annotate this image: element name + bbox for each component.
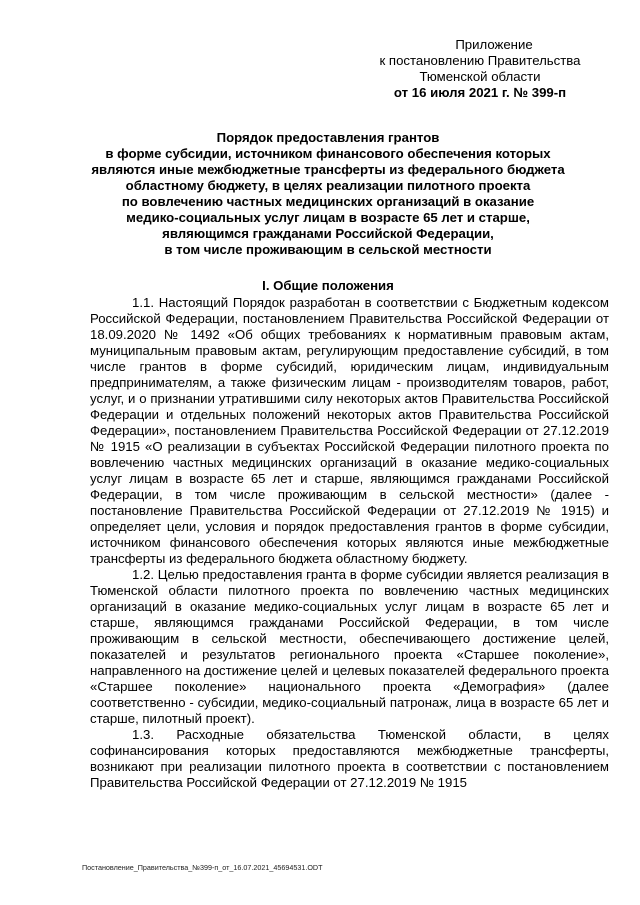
paragraph-1-3: 1.3. Расходные обязательства Тюменской области, в целях софинансирования которых предоставляются межбюджетные трансферты, возникают при реализации пилотного проекта в соответствии с постановлением Правительства Российской Федерации от 27.12.2019 № 1915 [90,727,609,790]
appendix-reference: к постановлению Правительства [379,53,581,68]
title-line: Порядок предоставления грантов [216,130,440,145]
document-title [80,130,576,258]
section-heading: I. Общие положения [262,278,394,293]
title-line: в форме субсидии, источником финансового обеспечения которых [105,146,551,161]
title-line: в том числе проживающим в сельской местности [164,242,492,257]
title-line: областному бюджету, в целях реализации пилотного проекта [125,178,531,193]
appendix-region: Тюменской области [419,69,541,84]
title-line: являются иные межбюджетные трансферты из федерального бюджета [91,162,565,177]
title-line: по вовлечению частных медицинских организаций в оказание [121,194,535,209]
paragraph-1-1: 1.1. Настоящий Порядок разработан в соответствии с Бюджетным кодексом Российской Федерации, постановлением Правительства Российской Федерации от 18.09.2020 № 1492 «Об общих требованиях к нормативным правовым актам, муниципальным правовым актам, регулирующим предоставление субсидий, в том числе грантов в форме субсидий, юридическим лицам, индивидуальным предпринимателям, а также физическим лицам - производителям товаров, работ, услуг, и о признании утратившими силу некоторых актов Правительства Российской Федерации и отдельных положений некоторых актов Правительства Российской Федерации», постановлением Правительства Российской Федерации от 27.12.2019 № 1915 «О реализации в субъектах Российской Федерации пилотного проекта по вовлечению частных медицинских организаций в оказание медико-социальных услуг лицам в возрасте 65 лет и старше, являющимся гражданами Российской Федерации, в том числе проживающим в сельской местности» (далее - постановление Правительства Российской Федерации от 27.12.2019 № 1915) и определяет цели, условия и порядок предоставления грантов в форме субсидии, источником финансового обеспечения которых являются иные межбюджетные трансферты из федерального бюджета областному бюджету. [90,295,609,566]
document-body [90,295,609,791]
paragraph-1-2: 1.2. Целью предоставления гранта в форме субсидии является реализация в Тюменской области пилотного проекта по вовлечению частных медицинских организаций в оказание медико-социальных услуг лицам в возрасте 65 лет и старше, являющимся гражданами Российской Федерации, в том числе проживающим в сельской местности, обеспечивающего достижение целей, показателей и результатов регионального проекта «Старшее поколение», направленного на достижение целей и целевых показателей федерального проекта «Старшее поколение» национального проекта «Демография» (далее соответственно - субсидии, медико-социальный патронаж, лица в возрасте 65 лет и старше, пилотный проект). [90,567,609,726]
appendix-date-number: от 16 июля 2021 г. № 399-п [393,85,567,100]
title-line: медико-социальных услуг лицам в возрасте 65 лет и старше, [126,210,530,225]
appendix-block [330,37,630,101]
file-footer: Постановление_Правительства_№399-п_от_16.07.2021_45694531.ODT [82,863,323,872]
appendix-label: Приложение [455,37,533,52]
title-line: являющимся гражданами Российской Федерации, [162,226,494,241]
